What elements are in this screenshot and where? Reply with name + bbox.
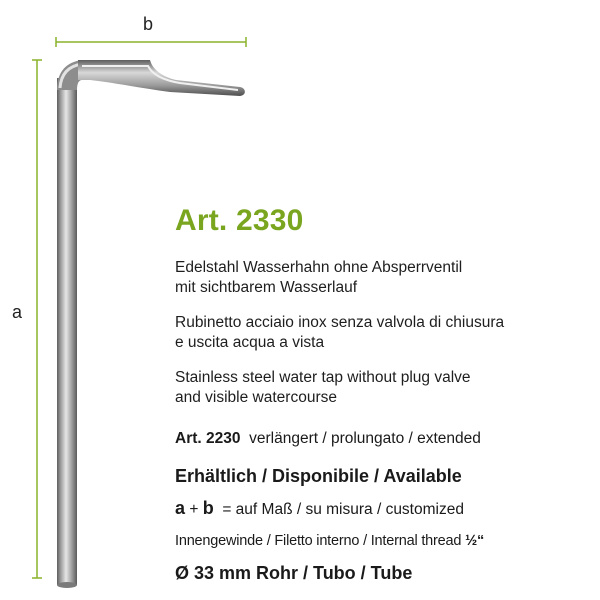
product-title: Art. 2330 bbox=[175, 204, 304, 237]
description-de-2: mit sichtbarem Wasserlauf bbox=[175, 279, 358, 296]
size-line bbox=[175, 498, 464, 519]
description-en-2: and visible watercourse bbox=[175, 389, 337, 406]
tube-line: Ø 33 mm Rohr / Tubo / Tube bbox=[175, 563, 413, 583]
pipe-spout bbox=[78, 60, 245, 96]
description-it-1: Rubinetto acciaio inox senza valvola di chiusura bbox=[175, 314, 505, 331]
size-a: a bbox=[175, 498, 186, 518]
variant-code: Art. 2230 bbox=[175, 430, 241, 447]
description-de-1: Edelstahl Wasserhahn ohne Absperrventil bbox=[175, 259, 463, 276]
pipe-vertical bbox=[57, 78, 77, 588]
description-it-2: e uscita acqua a vista bbox=[175, 334, 325, 351]
size-text: = auf Maß / su misura / customized bbox=[222, 501, 464, 518]
size-b: b bbox=[202, 498, 214, 518]
description-en-1: Stainless steel water tap without plug valve bbox=[175, 369, 471, 386]
thread-text: Innengewinde / Filetto interno / Internal thread bbox=[175, 533, 462, 549]
thread-size: ½“ bbox=[465, 533, 485, 549]
dimension-a-line bbox=[32, 60, 42, 578]
size-plus: + bbox=[189, 501, 199, 518]
variant-line bbox=[175, 430, 481, 448]
dimension-b-label: b bbox=[143, 14, 154, 34]
dimension-a-label: a bbox=[12, 302, 23, 322]
variant-text: verlängert / prolungato / extended bbox=[249, 430, 481, 447]
availability-heading: Erhältlich / Disponibile / Available bbox=[175, 466, 462, 486]
dimension-b-line bbox=[56, 37, 246, 47]
thread-line bbox=[175, 533, 484, 549]
